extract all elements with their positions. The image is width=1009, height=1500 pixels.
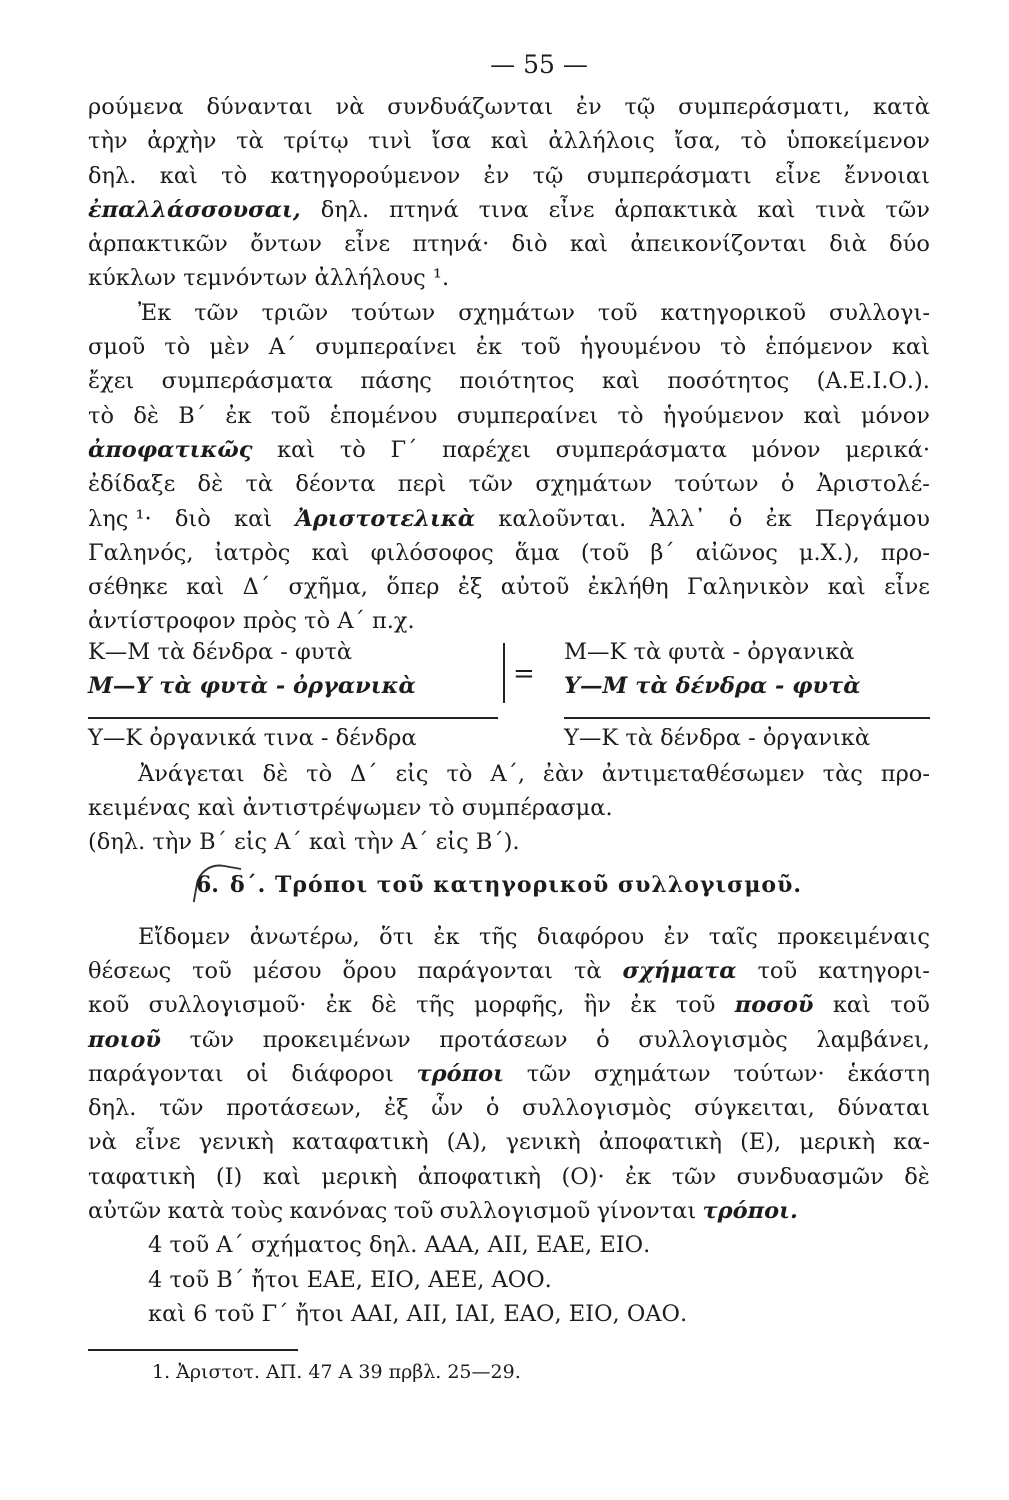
word: ἡγούμενον [662, 402, 785, 429]
word: συμπεραίνει [315, 334, 457, 361]
word: νὰ [335, 94, 365, 120]
word: εἶνε [134, 1129, 181, 1156]
section-heading [88, 860, 930, 920]
word: τρόποι. [702, 1198, 798, 1225]
word: τὸ [720, 334, 747, 361]
word: ἴσα, [674, 128, 721, 155]
word: ἐκ [625, 1163, 652, 1190]
text-line [88, 193, 930, 227]
right-conclusion-rule [564, 717, 930, 719]
word: ἀποφατικῶς [88, 436, 253, 463]
word: μορφῆς, [474, 992, 565, 1019]
word: τοῦ [270, 402, 311, 429]
right-conclusion: Υ—Κ τὰ δένδρα - ὀργανικὰ [564, 724, 871, 751]
text-line [88, 604, 930, 638]
word: ἐκ [630, 992, 657, 1019]
word: κατηγορικοῦ [660, 299, 807, 326]
left-premise-1: Κ—Μ τὰ δένδρα - φυτὰ [88, 638, 353, 665]
word: συμπεράσματι, [678, 94, 851, 120]
word: διὰ [829, 231, 867, 258]
word: ποσοῦ [734, 992, 814, 1019]
word: τῶν [159, 1095, 204, 1122]
word: τῆς [478, 923, 518, 950]
word: δέοντα [295, 471, 376, 498]
word: ἐπαλλάσσουσαι, [88, 196, 301, 223]
word: κατηγορι- [818, 957, 930, 984]
text-line [88, 467, 930, 501]
word: ἅμα [514, 539, 560, 566]
left-premise-2: Μ—Υ τὰ φυτὰ - ὀργανικὰ [88, 672, 416, 699]
equals-sign: = [513, 658, 535, 689]
word: εἶνε [344, 231, 391, 258]
word: ἀποφατικὴ [417, 1163, 541, 1190]
word: τῶν [189, 1026, 235, 1053]
word: παράγονται [88, 1060, 224, 1087]
text-line [88, 1091, 930, 1125]
word: θέσεως [88, 957, 172, 984]
word: καὶ [891, 334, 930, 361]
word: ὁ [596, 1026, 610, 1053]
word: τῶν [468, 471, 514, 498]
word: ἐξ [384, 1095, 409, 1122]
text-line [88, 1160, 930, 1194]
left-conclusion-rule [88, 717, 498, 719]
paragraph-reduction [88, 757, 930, 860]
text-line [88, 1125, 930, 1159]
syllogism-example [88, 639, 930, 757]
word: ὁ [780, 471, 795, 498]
word: (Ο)· [561, 1163, 605, 1190]
word: Ἀριστοτελικὰ [295, 505, 476, 532]
word: ὑποκείμενον [786, 128, 930, 155]
word: μ.Χ.), [798, 539, 860, 566]
word: ἀλλήλοις [548, 128, 655, 155]
text-line [88, 364, 930, 398]
word: μερικὴ [799, 1129, 876, 1156]
word: (Α.Ε.Ι.Ο.). [816, 368, 930, 395]
word: γίνονται [596, 1198, 697, 1225]
text-line [88, 433, 930, 467]
word: ἐὰν [542, 760, 584, 787]
word: ἐκ [325, 992, 352, 1019]
word: ὅτι [379, 923, 414, 950]
word: προ- [880, 760, 930, 787]
word: σχημάτων [535, 471, 653, 498]
word: εἶνε [884, 574, 930, 601]
word: τὰ [573, 957, 602, 984]
word: τινὰ [815, 196, 866, 223]
word: τούτων· [733, 1060, 825, 1087]
word: ποιότητος [459, 368, 575, 395]
word: Ἀριστολέ- [816, 471, 930, 498]
word: σέθηκε [88, 574, 168, 601]
word: ἐδίδαξε [88, 471, 176, 498]
word: δύνανται [206, 94, 313, 120]
word: μόνον [860, 402, 930, 429]
word: ἀπεικονίζονται [630, 231, 807, 258]
word: προκειμέναις [777, 923, 930, 950]
word: ποιοῦ [88, 1026, 161, 1053]
word: Γαληνός, [88, 539, 194, 566]
text-line [88, 330, 930, 364]
word: παράγονται [417, 957, 554, 984]
word: ἑπομένου [329, 402, 438, 429]
left-conclusion: Υ—Κ ὀργανικά τινα - δένδρα [88, 724, 417, 751]
word: τρίτῳ [283, 128, 349, 155]
word: τῷ [624, 94, 656, 120]
word: τοῦ [890, 992, 930, 1019]
word: Β΄ [178, 402, 207, 429]
word: καὶ [832, 992, 871, 1019]
word: εἶνε [548, 196, 595, 223]
word: Ἀνάγεται [138, 760, 245, 787]
word: προτάσεων [439, 1026, 568, 1053]
word: ἐν [483, 162, 510, 189]
word: δηλ. [88, 162, 137, 189]
text-line [88, 90, 930, 124]
text-line [88, 791, 930, 825]
word: διάφοροι [291, 1060, 394, 1087]
word: τὸ [88, 402, 114, 429]
word: κα- [893, 1129, 930, 1156]
moods-list [88, 1228, 930, 1331]
word: συμπεραίνει [456, 402, 599, 429]
word: λης ¹· [88, 505, 152, 532]
word: ὁ [728, 505, 743, 532]
word: καὶ [234, 505, 273, 532]
mood-line: 4 τοῦ Β΄ ἤτοι ΕΑΕ, ΕΙΟ, ΑΕΕ, ΑΟΟ. [148, 1266, 552, 1293]
word: συλλογισμὸς [522, 1095, 672, 1122]
word: ἐκ [765, 505, 792, 532]
word: δύο [889, 231, 930, 258]
word: καὶ [490, 128, 529, 155]
section-title: δ΄. Τρόποι τοῦ κατηγορικοῦ συλλογισμοῦ. [230, 871, 803, 898]
word: ταῖς [708, 923, 758, 950]
word: ἐκλήθη [587, 574, 669, 601]
word: δηλ. [88, 1095, 137, 1122]
word: κειμένας καὶ ἀντιστρέψωμεν τὸ συμπέρασμα. [88, 795, 613, 822]
word: πάσης [360, 368, 432, 395]
word: καὶ [159, 162, 198, 189]
word: Περγάμου [814, 505, 930, 532]
word: (δηλ. τὴν Β΄ εἰς Α΄ καὶ τὴν Α΄ εἰς Β΄). [88, 829, 520, 856]
text-line [88, 920, 930, 954]
word: συλλογισμοῦ [439, 1198, 591, 1225]
word: τὸ [446, 760, 473, 787]
word: ὁ [485, 1095, 500, 1122]
word: ἐξ [457, 574, 483, 601]
word: συλλογι- [828, 299, 930, 326]
text-line [88, 296, 930, 330]
word: σχημάτων [458, 299, 575, 326]
book-page [88, 50, 930, 1383]
text-line [88, 570, 930, 604]
text-line [88, 399, 930, 433]
word: συνδυασμῶν [736, 1163, 884, 1190]
word: συμπεράσματι [586, 162, 752, 189]
word: τὸ [740, 128, 767, 155]
word: σμοῦ [88, 334, 146, 361]
word: νὰ [88, 1129, 117, 1156]
word: καὶ [757, 196, 796, 223]
word: τούτων [351, 299, 436, 326]
text-line [88, 954, 930, 988]
word: τὰς [822, 760, 863, 787]
mood-line: 4 τοῦ Α΄ σχήματος δηλ. ΑΑΑ, ΑΙΙ, ΕΑΕ, ΕΙΟ. [148, 1232, 651, 1259]
word: κοῦ [88, 992, 130, 1019]
text-line [88, 988, 930, 1022]
word: συλλογισμοῦ· [148, 992, 307, 1019]
word: τοῦ [675, 992, 716, 1019]
word: Δ΄ [350, 760, 378, 787]
word: ἁρπακτικῶν [88, 231, 228, 258]
word: (Ι) [215, 1163, 243, 1190]
word: τῆς [416, 992, 455, 1019]
word: Γ΄ [390, 436, 418, 463]
word: τὰ [245, 471, 274, 498]
word: ἰατρὸς [214, 539, 291, 566]
word: Δ΄ [242, 574, 271, 601]
word: κατηγορούμενον [270, 162, 461, 189]
text-line [88, 1057, 930, 1091]
word: δὲ [133, 402, 159, 429]
word: τινα [478, 196, 529, 223]
text-line [88, 1194, 930, 1228]
word: σχημάτων [593, 1060, 711, 1087]
word: δύναται [837, 1095, 930, 1122]
word: ρούμενα [88, 94, 184, 120]
word: ὅρου [342, 957, 397, 984]
word: ὧν [431, 1095, 464, 1122]
word: καταφατικὴ [291, 1129, 429, 1156]
word: Γαληνικὸν [686, 574, 810, 601]
word: μὲν [209, 334, 250, 361]
word: τῶν [885, 196, 930, 223]
word: λαμβάνει, [816, 1026, 930, 1053]
word: ταφατικὴ [88, 1163, 196, 1190]
text-line [88, 261, 930, 295]
text-line [88, 536, 930, 570]
word: τοῦ [192, 957, 232, 984]
word: ἑπόμενον [765, 334, 873, 361]
word: τὴν [88, 128, 128, 155]
word: σχήματα [622, 957, 737, 984]
word: τὸ [339, 436, 366, 463]
word: συμπεράσματα [161, 368, 333, 395]
word: ἐκ [475, 334, 502, 361]
paragraph-three-figures [88, 296, 930, 639]
word: τῶν [194, 299, 239, 326]
word: γενικὴ [198, 1129, 274, 1156]
word: καὶ [803, 402, 842, 429]
word: κανόνας [289, 1198, 388, 1225]
word: Ἀλλ᾽ [649, 505, 706, 532]
word: μόνον [751, 436, 821, 463]
footnote-rule [88, 1349, 298, 1351]
word: τὸ [221, 162, 248, 189]
word: φιλόσοφος [370, 539, 494, 566]
right-premise-2: Υ—Μ τὰ δένδρα - φυτὰ [564, 672, 861, 699]
word: (Α), [446, 1129, 488, 1156]
word: ἣν [583, 992, 611, 1019]
word: τινὶ [368, 128, 413, 155]
word: τῶν [671, 1163, 717, 1190]
word: β΄ [650, 539, 675, 566]
word: ἐν [663, 923, 690, 950]
word: συνδυάζωνται [387, 94, 554, 120]
word: τριῶν [261, 299, 329, 326]
word: τούτων [674, 471, 759, 498]
word: εἶνε [774, 162, 821, 189]
section-number: 6. [196, 871, 219, 898]
word: συμπεράσματα [555, 436, 727, 463]
word: ἀντίστροφον πρὸς τὸ Α΄ π.χ. [88, 608, 415, 635]
mood-line: καὶ 6 τοῦ Γ΄ ἤτοι ΑΑΙ, ΑΙΙ, ΙΑΙ, ΕΑΟ, ΕΙΟ, ΟΑΟ. [148, 1300, 688, 1327]
word: ἔννοιαι [844, 162, 930, 189]
word: ἀποφατικὴ [598, 1129, 723, 1156]
word: ἐκ [433, 923, 460, 950]
word: τοῦ [757, 957, 798, 984]
word: Α΄, [490, 760, 526, 787]
word: ἀρχὴν [147, 128, 217, 155]
word: αἰῶνος [695, 539, 778, 566]
word: τῶν [526, 1060, 572, 1087]
word: πτηνά· [412, 231, 490, 258]
word: ἔχει [88, 368, 135, 395]
word: προτάσεων, [226, 1095, 362, 1122]
word: προ- [880, 539, 930, 566]
word: κύκλων τεμνόντων ἀλλήλους ¹. [88, 265, 450, 292]
word: Ἐκ [138, 299, 172, 326]
word: κατὰ [873, 94, 930, 120]
text-line [88, 1023, 930, 1057]
paragraph-figure-overlap [88, 90, 930, 296]
word: διὸ [511, 231, 548, 258]
word: δηλ. [320, 196, 370, 223]
word: περὶ [397, 471, 447, 498]
word: καὶ [277, 436, 316, 463]
word: τοῦ [521, 334, 561, 361]
footnote: 1. Ἀριστοτ. ΑΠ. 47 Α 39 πρβλ. 25—29. [152, 1361, 521, 1384]
word: κατὰ [167, 1198, 225, 1225]
text-line [88, 227, 930, 261]
word: οἱ [246, 1060, 269, 1087]
word: καὶ [262, 1163, 301, 1190]
word: τὸ [617, 402, 644, 429]
word: δὲ [262, 760, 289, 787]
word: (τοῦ [580, 539, 630, 566]
word: τὸ [164, 334, 191, 361]
word: μερικά· [845, 436, 930, 463]
right-premise-1: Μ—Κ τὰ φυτὰ - ὀργανικὰ [564, 638, 855, 665]
word: τοῦ [597, 299, 638, 326]
word: ἐκ [225, 402, 252, 429]
page-number: — 55 — [490, 50, 588, 79]
paragraph-moods [88, 920, 930, 1229]
word: δὲ [197, 471, 224, 498]
word: Εἴδομεν [138, 923, 231, 950]
text-line [88, 757, 930, 791]
word: σχῆμα, [288, 574, 368, 601]
word: σύγκειται, [694, 1095, 815, 1122]
word: τὸ [306, 760, 333, 787]
word: ἐν [575, 94, 602, 120]
word: ὄντων [250, 231, 322, 258]
word: καὶ [601, 368, 640, 395]
word: ἀντιμεταθέσωμεν [601, 760, 805, 787]
word: ποσότητος [667, 368, 790, 395]
text-line [88, 124, 930, 158]
word: μερικὴ [321, 1163, 398, 1190]
text-line [88, 502, 930, 536]
word: προκειμένων [262, 1026, 411, 1053]
word: τοὺς [230, 1198, 284, 1225]
word: μέσου [252, 957, 322, 984]
word: ὅπερ [386, 574, 440, 601]
word: εἰς [395, 760, 429, 787]
word: δὲ [904, 1163, 930, 1190]
word: πτηνά [389, 196, 459, 223]
text-line [88, 825, 930, 859]
word: τρόποι [416, 1060, 504, 1087]
word: Α΄ [268, 334, 297, 361]
word: καὶ [186, 574, 225, 601]
word: παρέχει [441, 436, 531, 463]
word: καὶ [569, 231, 608, 258]
word: (Ε), [740, 1129, 782, 1156]
word: τὰ [236, 128, 264, 155]
word: ἴσα [431, 128, 472, 155]
word: καὶ [311, 539, 350, 566]
word: αὐτῶν [88, 1198, 162, 1225]
word: δὲ [371, 992, 397, 1019]
word: αὐτοῦ [500, 574, 570, 601]
brace [495, 643, 505, 703]
word: ἀνωτέρω, [249, 923, 360, 950]
word: ἑκάστη [847, 1060, 930, 1087]
text-line [88, 159, 930, 193]
word: συλλογισμὸς [638, 1026, 788, 1053]
word: ἁρπακτικὰ [614, 196, 738, 223]
word: ἡγουμένου [579, 334, 702, 361]
word: διαφόρου [536, 923, 645, 950]
word: γενικὴ [505, 1129, 581, 1156]
word: καλοῦνται. [498, 505, 627, 532]
word: τοῦ [393, 1198, 434, 1225]
word: καὶ [827, 574, 866, 601]
word: τῷ [532, 162, 564, 189]
word: διὸ [174, 505, 211, 532]
